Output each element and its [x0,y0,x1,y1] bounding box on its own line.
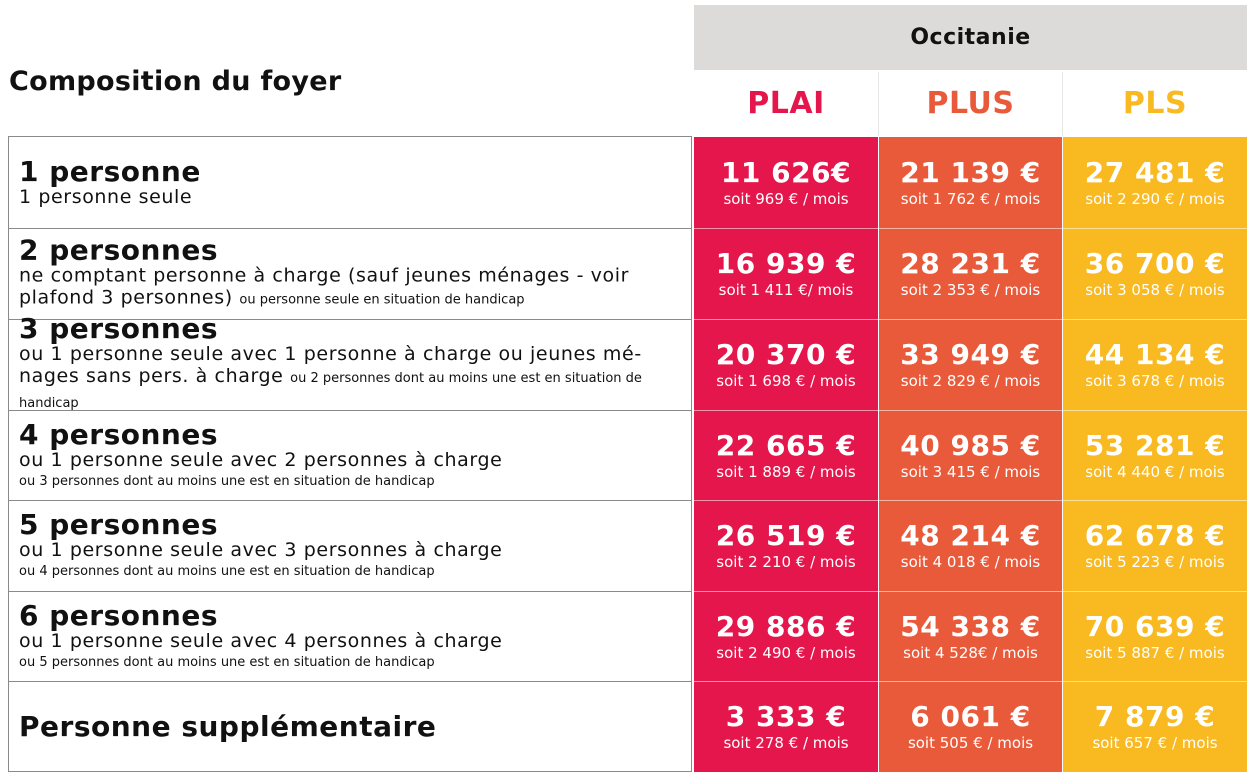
row-handicap-note: ou 4 personnes dont au moins une est en situation de handicap [19,564,435,579]
table-row [9,137,691,228]
row-title: 1 personne [19,154,201,188]
page-title: Composition du foyer [9,66,342,97]
annual-amount: 16 939 € [715,247,857,280]
monthly-amount: soit 4 528€ / mois [903,643,1038,662]
value-cell-pls [1063,681,1247,772]
annual-amount: 6 061 € [910,700,1031,733]
value-cell-plus [879,228,1062,319]
column-header-plai: PLAI [747,85,825,121]
monthly-amount: soit 2 290 € / mois [1085,189,1225,208]
annual-amount: 20 370 € [715,338,857,371]
table-row [9,410,691,500]
value-cell-plus [879,681,1062,772]
annual-amount: 3 333 € [725,700,847,733]
table-row [9,312,691,411]
monthly-amount: soit 278 € / mois [723,734,849,752]
table-row [9,591,691,681]
value-cell-pls [1063,591,1247,681]
row-handicap-note: ou personne seule en situation de handicap [239,292,525,308]
monthly-amount: soit 1 698 € / mois [716,372,856,390]
value-cell-plai [694,500,878,591]
annual-amount: 70 639 € [1084,609,1226,643]
value-cell-pls [1063,137,1247,228]
row-handicap-note: ou 3 personnes dont au moins une est en situation de handicap [19,473,435,489]
annual-amount: 26 519 € [715,519,857,552]
value-cell-plus [879,591,1062,681]
annual-amount: 36 700 € [1084,247,1226,280]
row-description: ne comptant personne à charge (sauf jeunes ménages - voir plafond 3 personnes) [19,264,630,309]
annual-amount: 33 949 € [900,338,1041,371]
value-cell-plus [879,137,1062,228]
value-cell-pls [1063,319,1247,410]
annual-amount: 7 879 € [1094,700,1216,733]
annual-amount: 27 481 € [1084,155,1226,189]
value-cell-plus [879,319,1062,410]
column-header-pls: PLS [1122,85,1188,121]
monthly-amount: soit 2 829 € / mois [900,372,1041,390]
value-cell-plai [694,410,878,500]
annual-amount: 21 139 € [900,155,1041,189]
row-handicap-note: ou 2 personnes dont au moins une est en situation de handicap [19,371,642,411]
row-title: 2 personnes [19,233,218,267]
value-cell-plai [694,319,878,410]
monthly-amount: soit 505 € / mois [907,734,1034,752]
monthly-amount: soit 3 058 € / mois [1085,281,1225,299]
row-description: ou 1 personne seule avec 3 personnes à charge [19,539,503,561]
annual-amount: 11 626€ [720,155,852,189]
value-cell-pls [1063,410,1247,500]
table-row [9,228,691,319]
row-title: 3 personnes [19,312,218,345]
monthly-amount: soit 2 353 € / mois [900,281,1041,299]
row-title: Personne supplémentaire [19,710,437,743]
value-cell-pls [1063,500,1247,591]
region-header: Occitanie [694,5,1247,70]
value-cell-plai [694,228,878,319]
column-header-plus: PLUS [926,85,1015,121]
monthly-amount: soit 1 411 €/ mois [718,281,854,299]
value-cell-plus [879,410,1062,500]
annual-amount: 29 886 € [715,609,857,643]
row-description: ou 1 personne seule avec 2 personnes à charge [19,448,503,471]
row-title: 6 personnes [19,598,218,632]
value-cell-plai [694,137,878,228]
value-cell-plai [694,681,878,772]
monthly-amount: soit 969 € / mois [723,189,849,208]
row-title: 5 personnes [19,508,218,541]
annual-amount: 48 214 € [900,519,1041,552]
annual-amount: 40 985 € [900,428,1041,462]
row-description: ou 1 personne seule avec 1 personne à charge ou jeunes mé-nages sans pers. à charge [19,343,642,387]
household-composition-table [8,136,692,772]
monthly-amount: soit 1 762 € / mois [900,189,1041,208]
annual-amount: 53 281 € [1084,428,1226,462]
table-row [9,500,691,591]
monthly-amount: soit 4 018 € / mois [900,553,1041,571]
row-description: ou 1 personne seule avec 4 personnes à charge [19,629,503,652]
monthly-amount: soit 1 889 € / mois [716,462,856,481]
value-cell-plus [879,500,1062,591]
monthly-amount: soit 3 678 € / mois [1085,372,1225,390]
annual-amount: 44 134 € [1084,338,1226,371]
annual-amount: 62 678 € [1084,519,1226,552]
value-cell-plai [694,591,878,681]
row-handicap-note: ou 5 personnes dont au moins une est en situation de handicap [19,654,435,670]
annual-amount: 22 665 € [715,428,857,462]
value-cell-pls [1063,228,1247,319]
monthly-amount: soit 3 415 € / mois [900,462,1041,481]
monthly-amount: soit 4 440 € / mois [1085,462,1225,481]
monthly-amount: soit 5 223 € / mois [1085,553,1225,571]
monthly-amount: soit 2 210 € / mois [716,553,856,571]
row-description: 1 personne seule [19,185,193,208]
annual-amount: 28 231 € [900,247,1041,280]
table-row [9,681,691,772]
row-title: 4 personnes [19,417,218,451]
annual-amount: 54 338 € [900,609,1041,643]
monthly-amount: soit 5 887 € / mois [1085,643,1225,662]
monthly-amount: soit 657 € / mois [1092,734,1218,752]
monthly-amount: soit 2 490 € / mois [716,643,856,662]
